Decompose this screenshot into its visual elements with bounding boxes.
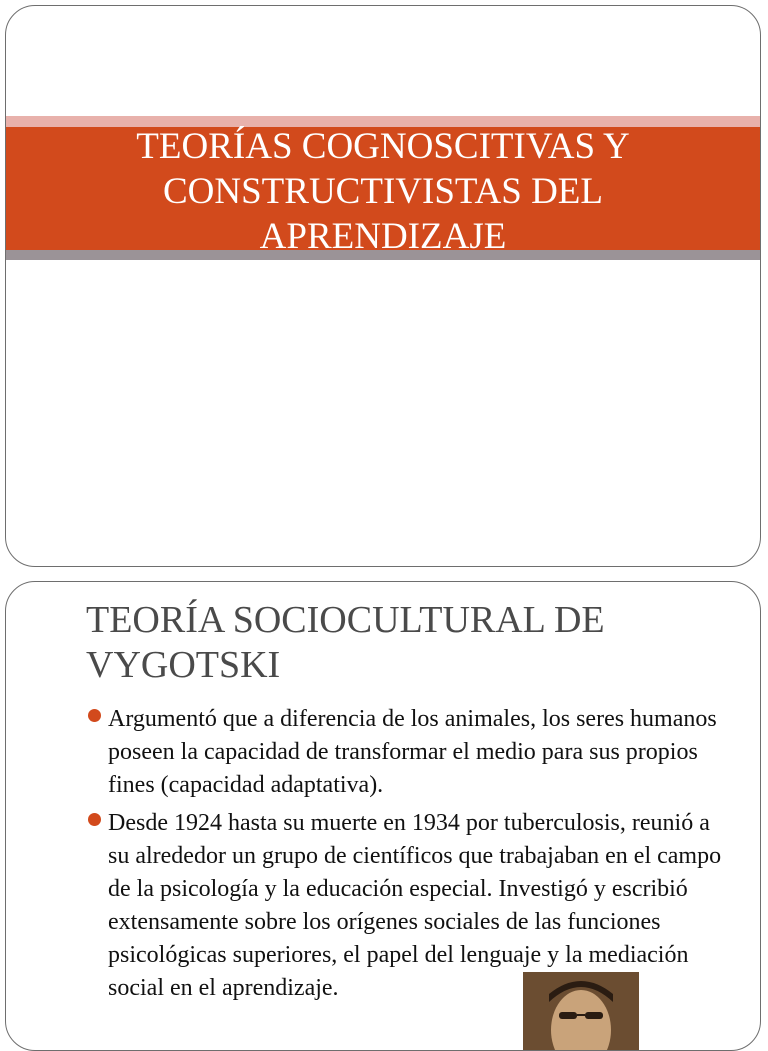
bullet-item: [86, 703, 736, 802]
bullet-dot-icon: [88, 709, 101, 722]
content-slide: [5, 581, 761, 1051]
slide-title: TEORÍAS COGNOSCITIVAS Y CONSTRUCTIVISTAS DEL APRENDIZAJE: [136, 126, 630, 257]
title-slide: [5, 5, 761, 567]
slide-heading: TEORÍA SOCIOCULTURAL DE VYGOTSKI: [86, 599, 605, 686]
bullet-text: Argumentó que a diferencia de los animales, los seres humanos poseen la capacidad de transformar el medio para sus propios fines (capacidad adaptativa).: [108, 706, 717, 798]
bullet-list: [86, 703, 736, 1010]
bullet-dot-icon: [88, 813, 101, 826]
vygotsky-portrait-photo: [523, 972, 639, 1051]
bullet-text: Desde 1924 hasta su muerte en 1934 por tuberculosis, reunió a su alrededor un grupo de científicos que trabajaban en el campo de la psicología y la educación especial. Investigó y escribió extensamente sobre los orígenes sociales de las funciones psicológicas superiores, el papel del lenguaje y la mediación social en el aprendizaje.: [108, 810, 722, 1001]
